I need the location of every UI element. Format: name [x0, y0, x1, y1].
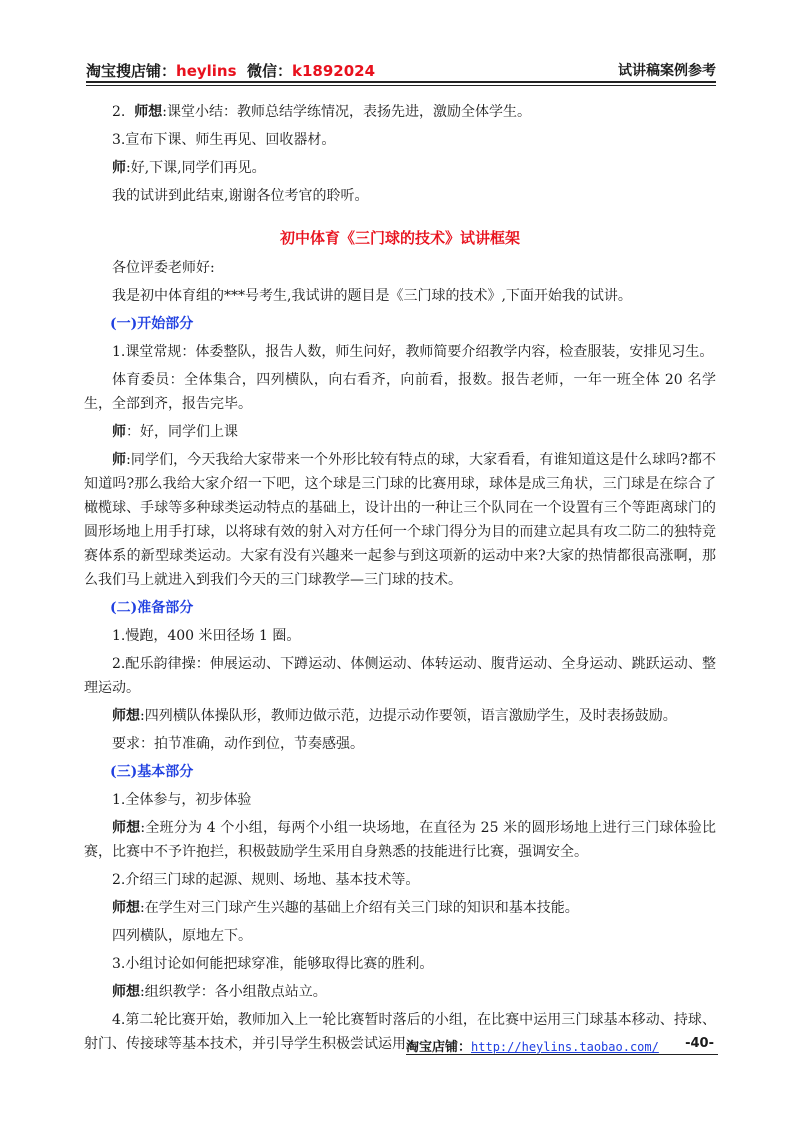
- paragraph: [84, 868, 716, 892]
- paragraph-text: 1.慢跑，400 米田径场 1 圈。: [112, 628, 301, 644]
- speaker-label: 师: [112, 160, 126, 176]
- paragraph-text: 3.小组讨论如何能把球穿准，能够取得比赛的胜利。: [112, 956, 434, 972]
- intro-line: 我是初中体育组的***号考生,我试讲的题目是《三门球的技术》,下面开始我的试讲。: [112, 288, 632, 304]
- paragraph: [84, 704, 716, 728]
- section-prepare-body: [84, 624, 716, 756]
- page-footer: [406, 1034, 718, 1056]
- paragraph: [84, 924, 716, 948]
- speaker-label: 师想: [112, 708, 140, 724]
- paragraph: [84, 184, 716, 208]
- footer-rule: [406, 1054, 718, 1055]
- header-right-title: 试讲稿案例参考: [618, 63, 716, 79]
- paragraph-text: 四列横队，原地左下。: [112, 928, 252, 944]
- paragraph: [84, 340, 716, 364]
- paragraph: [84, 816, 716, 864]
- paragraph-text: :四列横队体操队形，教师边做示范，边提示动作要领，语言激励学生，及时表扬鼓励。: [140, 708, 677, 724]
- header-rule: [86, 81, 716, 83]
- paragraph-text: ：好，同学们上课: [126, 424, 238, 440]
- section-heading-basic: (三)基本部分: [110, 764, 194, 780]
- speaker-label: 师: [112, 452, 127, 468]
- paragraph: [84, 732, 716, 756]
- paragraph-number: 2.: [112, 104, 135, 120]
- paragraph-text: 我的试讲到此结束,谢谢各位考官的聆听。: [112, 188, 369, 204]
- paragraph: [84, 896, 716, 920]
- paragraph: [84, 952, 716, 976]
- speaker-label: 师想: [112, 984, 140, 1000]
- paragraph: [84, 128, 716, 152]
- paragraph-text: 4.第二轮比赛开始，教师加入上一轮比赛暂时落后的小组，在比赛中运用三门球基本移动、持球、射门、传接球等基本技术，并引导学生积极尝试运用。: [84, 1012, 716, 1052]
- header-rule-thin: [86, 85, 716, 86]
- paragraph-text: 1.全体参与，初步体验: [112, 792, 252, 808]
- speaker-label: 师想: [112, 820, 141, 836]
- paragraph: [84, 420, 716, 444]
- paragraph-text: :在学生对三门球产生兴趣的基础上介绍有关三门球的知识和基本技能。: [140, 900, 579, 916]
- header-shop-name: heylins: [176, 62, 237, 80]
- header-wechat-id: k1892024: [292, 62, 376, 80]
- paragraph: [84, 368, 716, 416]
- footer-shop: [406, 1036, 659, 1055]
- paragraph: [84, 980, 716, 1004]
- section-heading-prepare: (二)准备部分: [110, 600, 194, 616]
- speaker-label: 师想: [134, 104, 163, 120]
- paragraph-text: :好,下课,同学们再见。: [126, 160, 266, 176]
- section-basic-body: [84, 788, 716, 1056]
- paragraph: [84, 788, 716, 812]
- paragraph-text: 要求：拍节准确，动作到位，节奏感强。: [112, 736, 364, 752]
- page-number: -40-: [685, 1036, 714, 1051]
- paragraph-text: :全班分为 4 个小组，每两个小组一块场地，在直径为 25 米的圆形场地上进行三门球体验比赛，比赛中不予许抱拦，积极鼓励学生采用自身熟悉的技能进行比赛，强调安全。: [84, 820, 717, 860]
- closing-block: [84, 100, 716, 208]
- paragraph-text: :课堂小结：教师总结学练情况，表扬先进，激励全体学生。: [162, 104, 531, 120]
- paragraph: [84, 156, 716, 180]
- paragraph-text: 3.宣布下课、师生再见、回收器材。: [112, 132, 336, 148]
- paragraph: [84, 448, 716, 592]
- speaker-label: 师: [112, 424, 126, 440]
- footer-label: 淘宝店铺：: [406, 1040, 472, 1055]
- paragraph-text: 体育委员：全体集合，四列横队，向右看齐，向前看，报数。报告老师，一年一班全体 20 名学生，全部到齐，报告完毕。: [84, 372, 716, 412]
- paragraph-text: :组织教学：各小组散点站立。: [140, 984, 327, 1000]
- paragraph-text: 2.介绍三门球的起源、规则、场地、基本技术等。: [112, 872, 420, 888]
- document-body: [84, 100, 716, 1060]
- header-wechat-label: 微信：: [236, 62, 292, 80]
- greeting: 各位评委老师好:: [112, 260, 215, 276]
- section-heading-start: (一)开始部分: [110, 316, 194, 332]
- page-header: [86, 52, 716, 86]
- lesson-title: 初中体育《三门球的技术》试讲框架: [279, 229, 520, 247]
- footer-url-link[interactable]: http://heylins.taobao.com/: [471, 1040, 659, 1054]
- section-start-body: [84, 340, 716, 592]
- speaker-label: 师想: [112, 900, 140, 916]
- paragraph: [84, 100, 716, 124]
- paragraph: [84, 652, 716, 700]
- paragraph-text: 2.配乐韵律操：伸展运动、下蹲运动、体侧运动、体转运动、腹背运动、全身运动、跳跃运动、整理运动。: [84, 656, 716, 696]
- header-shop-info: [86, 60, 375, 81]
- paragraph: [84, 624, 716, 648]
- paragraph-text: 1.课堂常规：体委整队，报告人数，师生问好，教师简要介绍教学内容，检查服装，安排见习生。: [112, 344, 714, 360]
- paragraph-text: :同学们，今天我给大家带来一个外形比较有特点的球，大家看看，有谁知道这是什么球吗?都不知道吗?那么我给大家介绍一下吧，这个球是三门球的比赛用球，球体是成三角状，三门球是在综合了橄榄球、手球等多种球类运动特点的基础上，设计出的一种让三个队同在一个设置有三个等距离球门的圆形场地上用手打球，以将球有效的射入对方任何一个球门得分为目的而建立起具有攻二防二的独特竞赛体系的新型球类运动。大家有没有兴趣来一起参与到这项新的运动中来?大家的热情都很高涨啊，那么我们马上就进入到我们今天的三门球教学—三门球的技术。: [84, 452, 716, 588]
- header-shop-label: 淘宝搜店铺：: [86, 62, 177, 80]
